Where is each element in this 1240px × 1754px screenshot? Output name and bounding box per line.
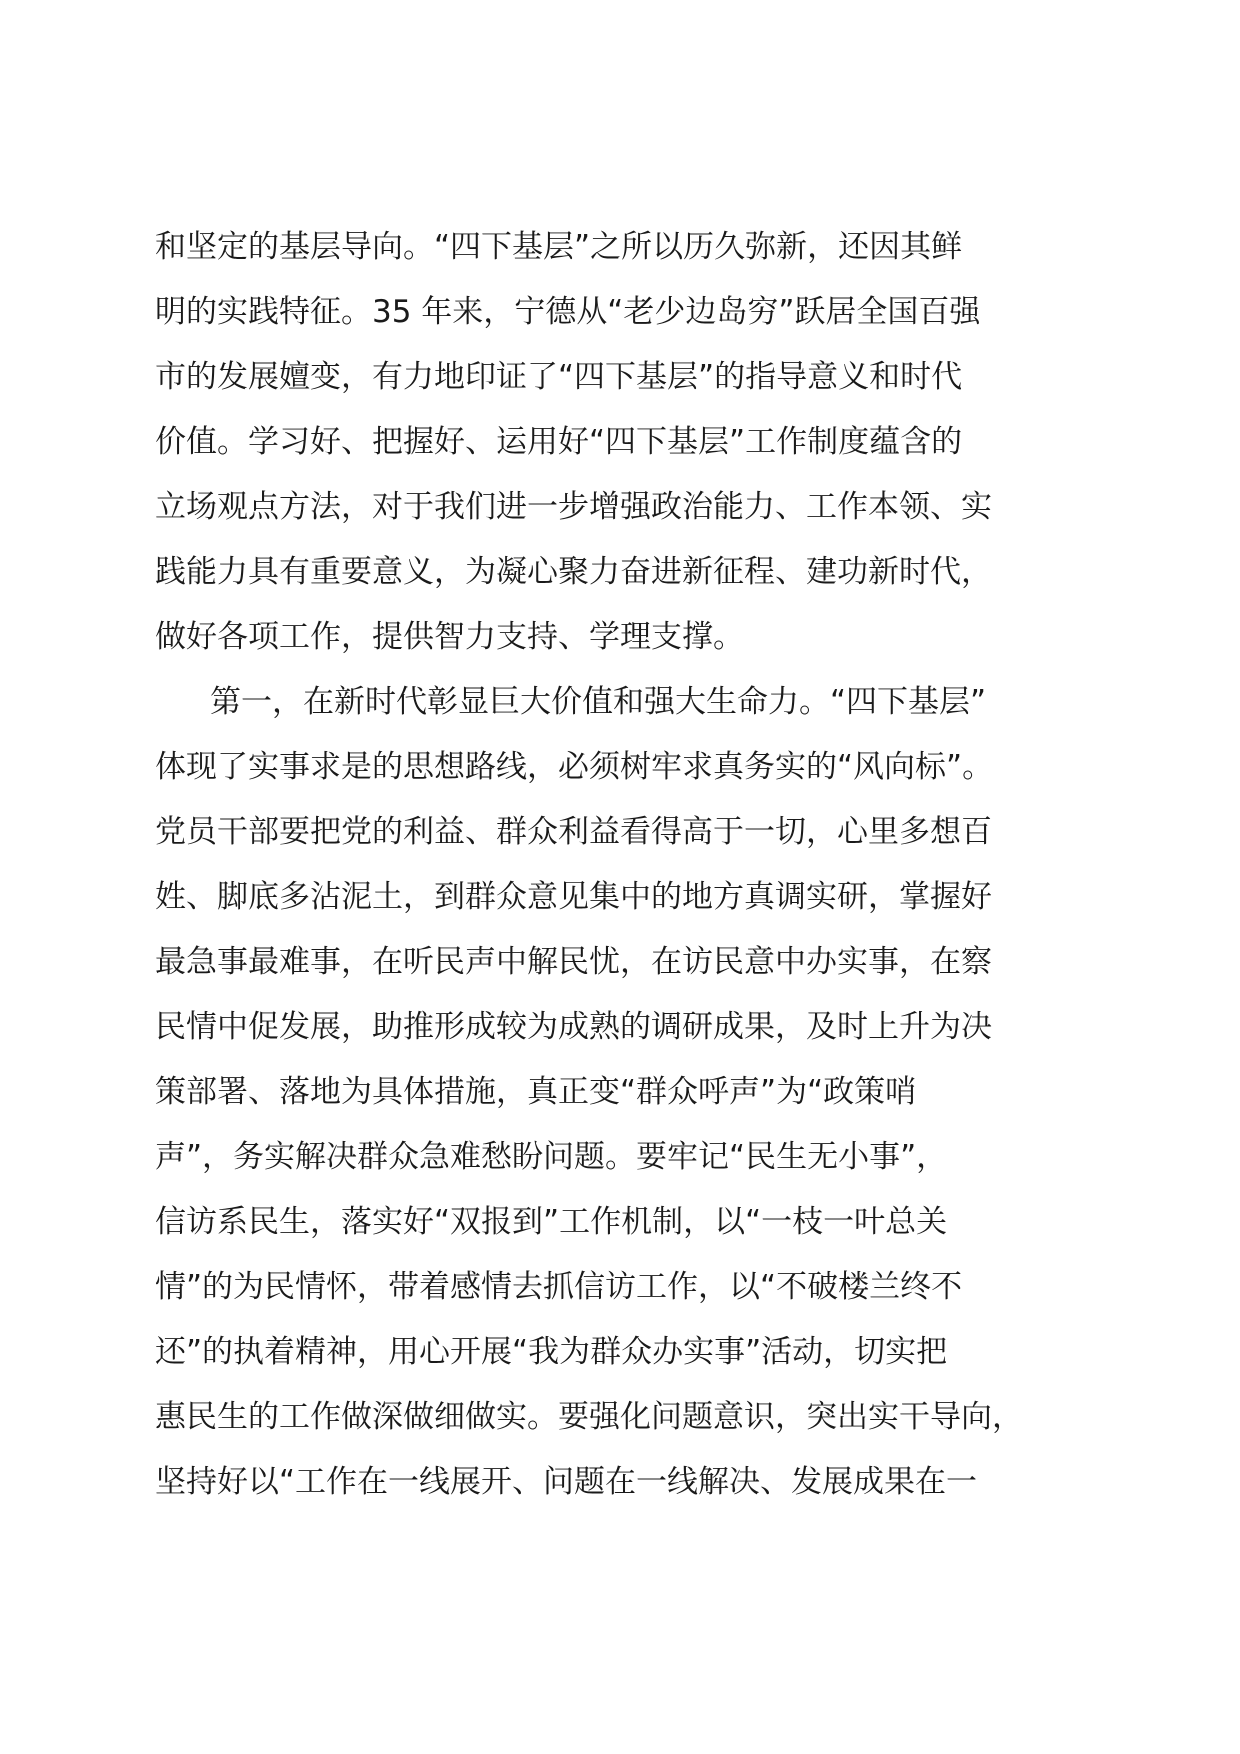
body-text — [155, 215, 1085, 1515]
text-line: 姓、脚底多沾泥土，到群众意见集中的地方真调实研，掌握好 — [155, 879, 992, 915]
text-line: 立场观点方法，对于我们进一步增强政治能力、工作本领、实 — [155, 489, 992, 525]
text-line: 和坚定的基层导向。“四下基层”之所以历久弥新，还因其鲜 — [155, 229, 963, 265]
text-line: 信访系民生，落实好“双报到”工作机制，以“一枝一叶总关 — [155, 1204, 948, 1240]
text-line: 践能力具有重要意义，为凝心聚力奋进新征程、建功新时代， — [155, 554, 992, 590]
text-line: 还”的执着精神，用心开展“我为群众办实事”活动，切实把 — [155, 1334, 948, 1370]
text-line: 声”，务实解决群众急难愁盼问题。要牢记“民生无小事”， — [155, 1139, 948, 1175]
text-line: 策部署、落地为具体措施，真正变“群众呼声”为“政策哨 — [155, 1074, 917, 1110]
text-line: 市的发展嬗变，有力地印证了“四下基层”的指导意义和时代 — [155, 359, 963, 395]
paragraph-start-line: 第一，在新时代彰显巨大价值和强大生命力。“四下基层” — [210, 684, 987, 720]
text-line: 民情中促发展，助推形成较为成熟的调研成果，及时上升为决 — [155, 1009, 992, 1045]
text-line: 情”的为民情怀，带着感情去抓信访工作，以“不破楼兰终不 — [155, 1269, 963, 1305]
text-line: 明的实践特征。35 年来，宁德从“老少边岛穷”跃居全国百强 — [155, 294, 981, 330]
text-line: 惠民生的工作做深做细做实。要强化问题意识，突出实干导向， — [155, 1399, 1023, 1435]
text-line: 坚持好以“工作在一线展开、问题在一线解决、发展成果在一 — [155, 1464, 978, 1500]
text-line: 最急事最难事，在听民声中解民忧，在访民意中办实事，在察 — [155, 944, 992, 980]
text-line: 做好各项工作，提供智力支持、学理支撑。 — [155, 619, 744, 655]
text-line: 价值。学习好、把握好、运用好“四下基层”工作制度蕴含的 — [155, 424, 963, 460]
text-line: 党员干部要把党的利益、群众利益看得高于一切，心里多想百 — [155, 814, 992, 850]
text-line: 体现了实事求是的思想路线，必须树牢求真务实的“风向标”。 — [155, 749, 994, 785]
